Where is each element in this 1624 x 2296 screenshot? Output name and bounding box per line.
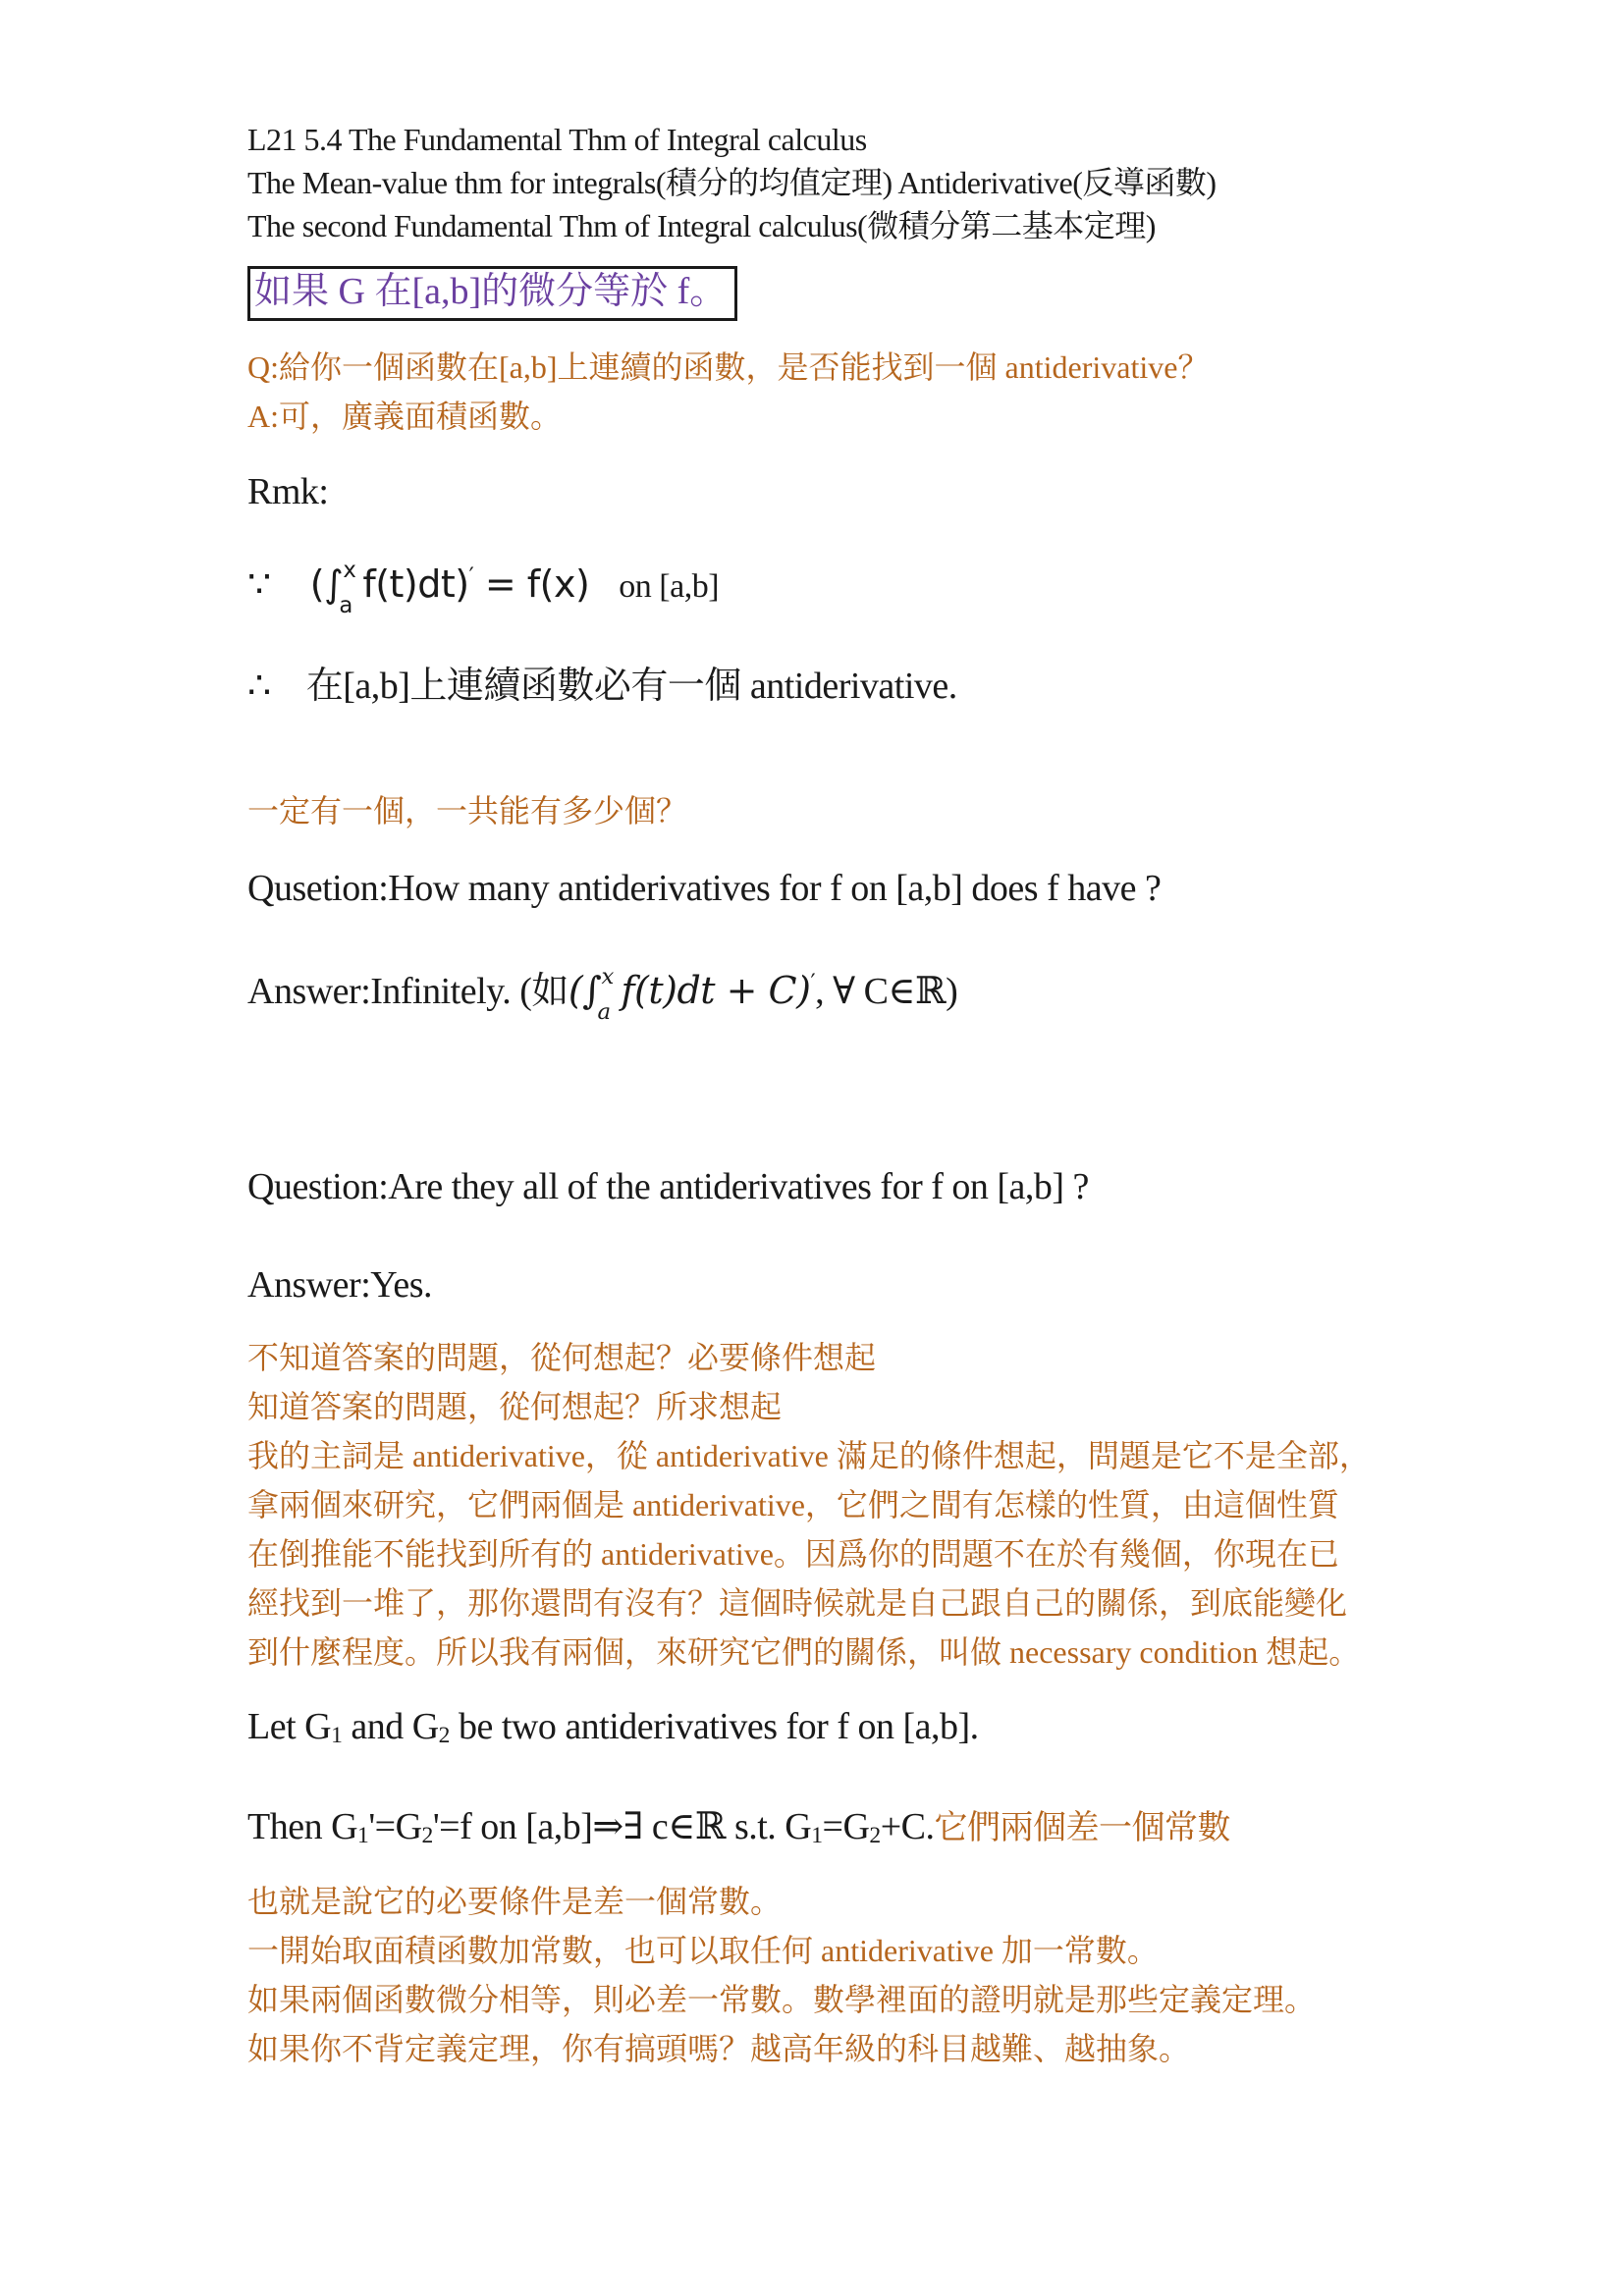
paragraph-line: 不知道答案的問題，從何想起？必要條件想起 <box>247 1340 877 1375</box>
paragraph-line: 經找到一堆了，那你還問有沒有？這個時候就是自己跟自己的關係，到底能變化 <box>247 1585 1348 1621</box>
boxed-note: 如果 G 在[a,b]的微分等於 f。 <box>247 266 737 321</box>
therefore-symbol: ∴ <box>247 666 271 707</box>
because-formula <box>247 558 720 618</box>
therefore-line <box>247 666 957 709</box>
integrand: f(t)dt) <box>362 562 469 606</box>
header-line-3: The second Fundamental Thm of Integral calculus(微積分第二基本定理) <box>247 208 1156 243</box>
because-symbol: ∵ <box>247 564 271 606</box>
prime-mark: ′ <box>468 563 474 590</box>
paragraph-line: 一開始取面積函數加常數，也可以取任何 antiderivative 加一常數。 <box>247 1933 1159 1968</box>
then-text: '=f on [a,b]⇒∃ c∈ℝ s.t. G <box>432 1806 812 1847</box>
header-line-2: The Mean-value thm for integrals(積分的均值定理) Antiderivative(反導函數) <box>247 165 1217 200</box>
discussion-paragraph <box>247 1333 1396 1677</box>
answer-suffix: , ∀ C∈ℝ) <box>815 971 958 1012</box>
then-note: 它們兩個差一個常數 <box>934 1810 1230 1846</box>
header-line-1: L21 5.4 The Fundamental Thm of Integral calculus <box>247 122 867 157</box>
paragraph-line: 如果你不背定義定理，你有搞頭嗎？越高年級的科目越難、越抽象。 <box>247 2031 1191 2066</box>
paragraph-line: 到什麼程度。所以我有兩個，來研究它們的關係，叫做 necessary condition 想起。 <box>247 1634 1361 1670</box>
answer-infinitely <box>247 964 958 1025</box>
subscript: 2 <box>421 1823 433 1848</box>
subscript: 1 <box>811 1823 823 1848</box>
answer-integrand: f(t)dt + C) <box>621 969 811 1012</box>
remark-label: Rmk: <box>247 471 329 512</box>
let-statement <box>247 1706 979 1749</box>
then-text: '=G <box>368 1806 422 1847</box>
subscript: 2 <box>869 1823 881 1848</box>
boxed-note-container <box>247 271 737 314</box>
question-continuity: Q:給你一個函數在[a,b]上連續的函數，是否能找到一個 antiderivative？ <box>247 349 1210 385</box>
therefore-text: 在[a,b]上連續函數必有一個 antiderivative. <box>305 666 957 707</box>
paragraph-line: 拿兩個來研究，它們兩個是 antiderivative，它們之間有怎樣的性質，由這個性質 <box>247 1487 1339 1522</box>
paragraph-line: 如果兩個函數微分相等，則必差一常數。數學裡面的證明就是那些定義定理。 <box>247 1982 1317 2017</box>
answer-open: (∫ <box>568 969 602 1012</box>
answer-prefix: Answer:Infinitely. (如 <box>247 971 568 1012</box>
paragraph-line: 知道答案的問題，從何想起？所求想起 <box>247 1389 783 1424</box>
paragraph-line: 我的主詞是 antiderivative，從 antiderivative 滿足的條件想起，問題是它不是全部， <box>247 1438 1371 1473</box>
let-text: be two antiderivatives for f on [a,b]. <box>449 1706 979 1747</box>
let-text: Let G <box>247 1706 332 1747</box>
paragraph-line: 也就是說它的必要條件是差一個常數。 <box>247 1884 783 1919</box>
conclusion-paragraph <box>247 1877 1396 2073</box>
subscript: 1 <box>331 1723 343 1748</box>
question-how-many: Qusetion:How many antiderivatives for f on [a,b] does f have ? <box>247 868 1162 909</box>
formula-eq: = f(x) <box>473 562 590 606</box>
answer-prime: ′ <box>810 970 816 996</box>
subscript: 2 <box>438 1723 450 1748</box>
lower-limit: a <box>339 593 352 618</box>
answer-lower-limit: a <box>597 999 611 1025</box>
answer-upper-limit: x <box>601 964 614 989</box>
then-text: =G <box>822 1806 870 1847</box>
subscript: 1 <box>357 1823 369 1848</box>
then-text: Then G <box>247 1806 358 1847</box>
upper-limit: x <box>343 558 356 583</box>
formula-domain: on [a,b] <box>619 568 720 605</box>
answer-continuity: A:可，廣義面積函數。 <box>247 399 563 434</box>
then-text: +C. <box>880 1806 935 1847</box>
let-text: and G <box>342 1706 439 1747</box>
paragraph-line: 在倒推能不能找到所有的 antiderivative。因爲你的問題不在於有幾個，你現在已 <box>247 1536 1339 1572</box>
formula-open: (∫ <box>309 562 344 606</box>
question-all: Question:Are they all of the antiderivatives for f on [a,b] ? <box>247 1166 1089 1207</box>
question-how-many-cn: 一定有一個，一共能有多少個？ <box>247 793 688 828</box>
then-statement <box>247 1806 1230 1849</box>
answer-yes: Answer:Yes. <box>247 1264 433 1306</box>
